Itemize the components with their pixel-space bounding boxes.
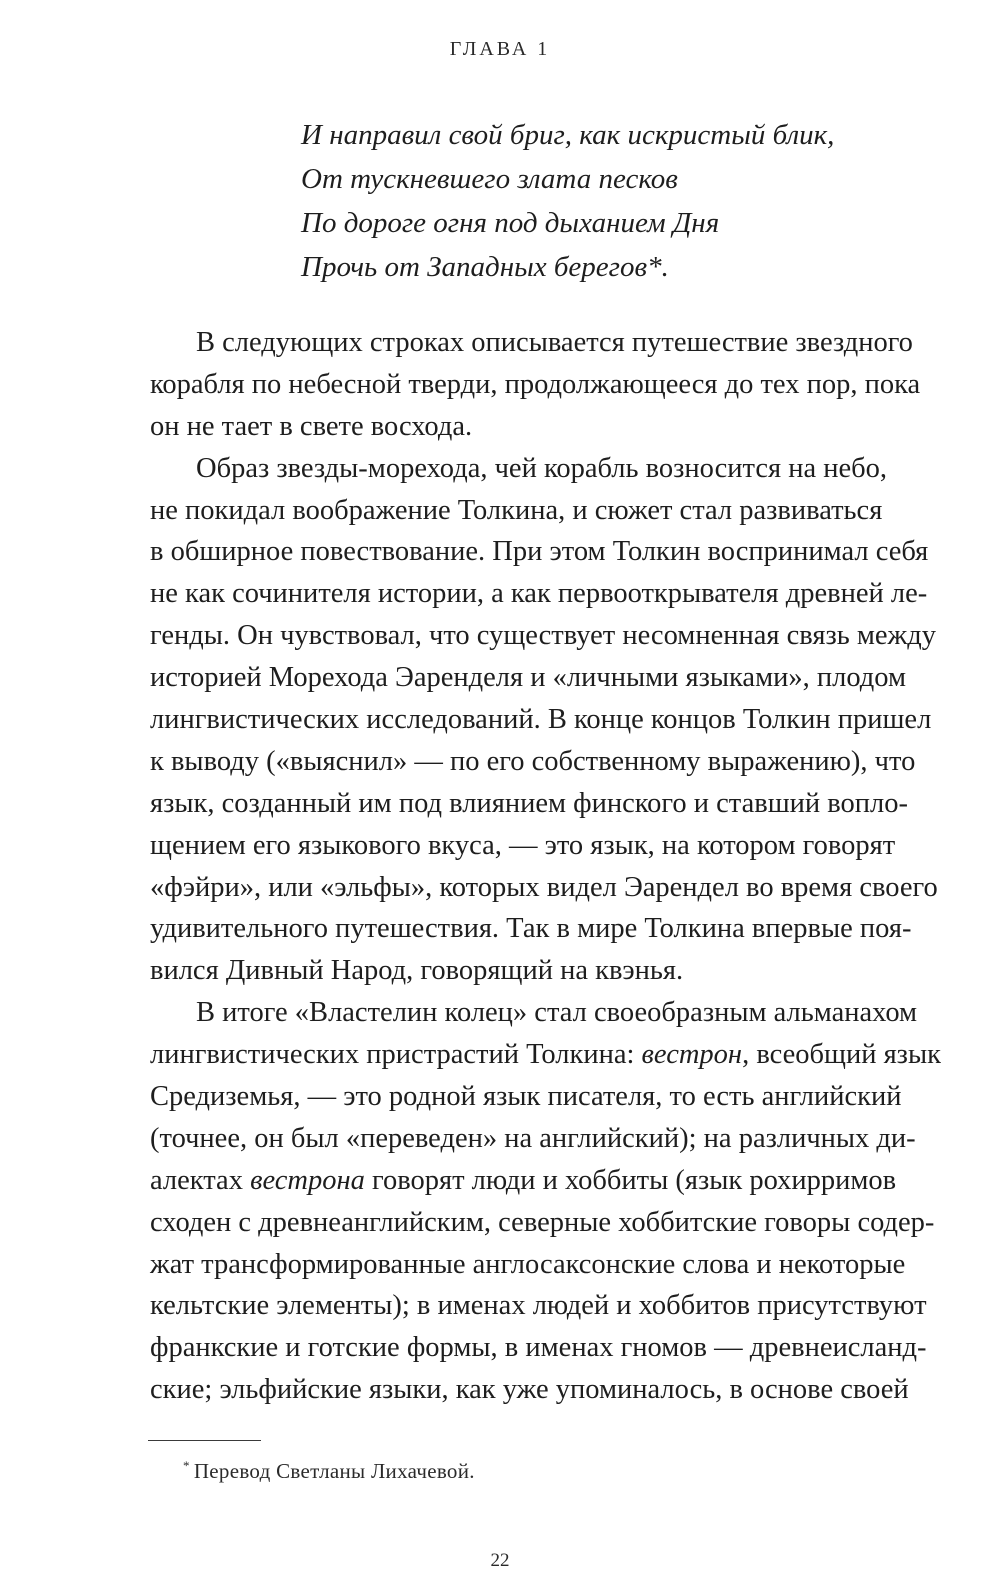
poem-line: И направил свой бриг, как искристый блик,: [301, 119, 835, 151]
paragraph-1: [150, 322, 958, 448]
text-line: [150, 1034, 958, 1076]
poem-line: От тускневшего злата песков: [301, 163, 678, 195]
poem-line: Прочь от Западных берегов*.: [301, 251, 669, 283]
paragraph-2: [150, 448, 958, 993]
text-line: кельтские элементы); в именах людей и хоббитов присутствуют: [150, 1290, 927, 1322]
text-line: в обширное повествование. При этом Толкин воспринимал себя: [150, 536, 929, 568]
italic-term: вестрон: [641, 1039, 743, 1071]
footnote-text: Перевод Светланы Лихачевой.: [193, 1459, 475, 1483]
page-number: 22: [490, 1550, 510, 1571]
text-line: франкские и готские формы, в именах гномов — древнеисланд-: [150, 1332, 927, 1364]
text-line: «фэйри», или «эльфы», которых видел Эарендел во время своего: [150, 871, 938, 903]
footnote-mark: *: [183, 1458, 190, 1473]
footnote-divider: [148, 1440, 261, 1441]
text-fragment: лингвистических пристрастий Толкина:: [150, 1039, 642, 1071]
paragraph-3: [150, 992, 958, 1411]
text-line: он не тает в свете восхода.: [150, 410, 473, 442]
text-line: щением его языкового вкуса, — это язык, на котором говорят: [150, 829, 896, 861]
text-line: Образ звезды-морехода, чей корабль возносится на небо,: [196, 452, 888, 484]
text-line: удивительного путешествия. Так в мире Толкина впервые поя-: [150, 913, 912, 945]
text-line: В следующих строках описывается путешествие звездного: [196, 327, 913, 358]
body-text: [150, 322, 958, 1411]
footnote: [183, 1458, 475, 1484]
running-head: ГЛАВА 1: [449, 38, 551, 60]
text-line: вился Дивный Народ, говорящий на квэнья.: [150, 955, 684, 987]
text-line: генды. Он чувствовал, что существует несомненная связь между: [150, 620, 936, 652]
poem-line: По дороге огня под дыханием Дня: [301, 207, 720, 239]
text-line: язык, созданный им под влиянием финского и ставший вопло-: [150, 787, 908, 819]
text-line: историей Морехода Эаренделя и «личными языками», плодом: [150, 662, 907, 694]
text-line: жат трансформированные англосаксонские слова и некоторые: [150, 1248, 906, 1280]
text-fragment: говорят люди и хоббиты (язык рохирримов: [364, 1164, 897, 1196]
text-line: не покидал воображение Толкина, и сюжет стал развиваться: [150, 494, 883, 526]
text-line: Средиземья, — это родной язык писателя, то есть английский: [150, 1081, 902, 1113]
poem-epigraph: [301, 113, 834, 289]
text-line: ские; эльфийские языки, как уже упоминалось, в основе своей: [150, 1374, 909, 1406]
text-fragment: алектах: [150, 1164, 251, 1196]
text-line: лингвистических исследований. В конце концов Толкин пришел: [150, 704, 932, 736]
text-line: [150, 1160, 958, 1202]
text-line: корабля по небесной тверди, продолжающееся до тех пор, пока: [150, 368, 921, 400]
text-line: к выводу («выяснил» — по его собственному выражению), что: [150, 745, 916, 777]
text-fragment: , всеобщий язык: [742, 1039, 941, 1071]
italic-term: вестрона: [250, 1164, 365, 1196]
text-line: не как сочинителя истории, а как первооткрывателя древней ле-: [150, 578, 928, 610]
text-line: (точнее, он был «переведен» на английский); на различных ди-: [150, 1122, 916, 1154]
text-line: В итоге «Властелин колец» стал своеобразным альманахом: [196, 997, 918, 1029]
text-line: сходен с древнеанглийским, северные хоббитские говоры содер-: [150, 1206, 935, 1238]
